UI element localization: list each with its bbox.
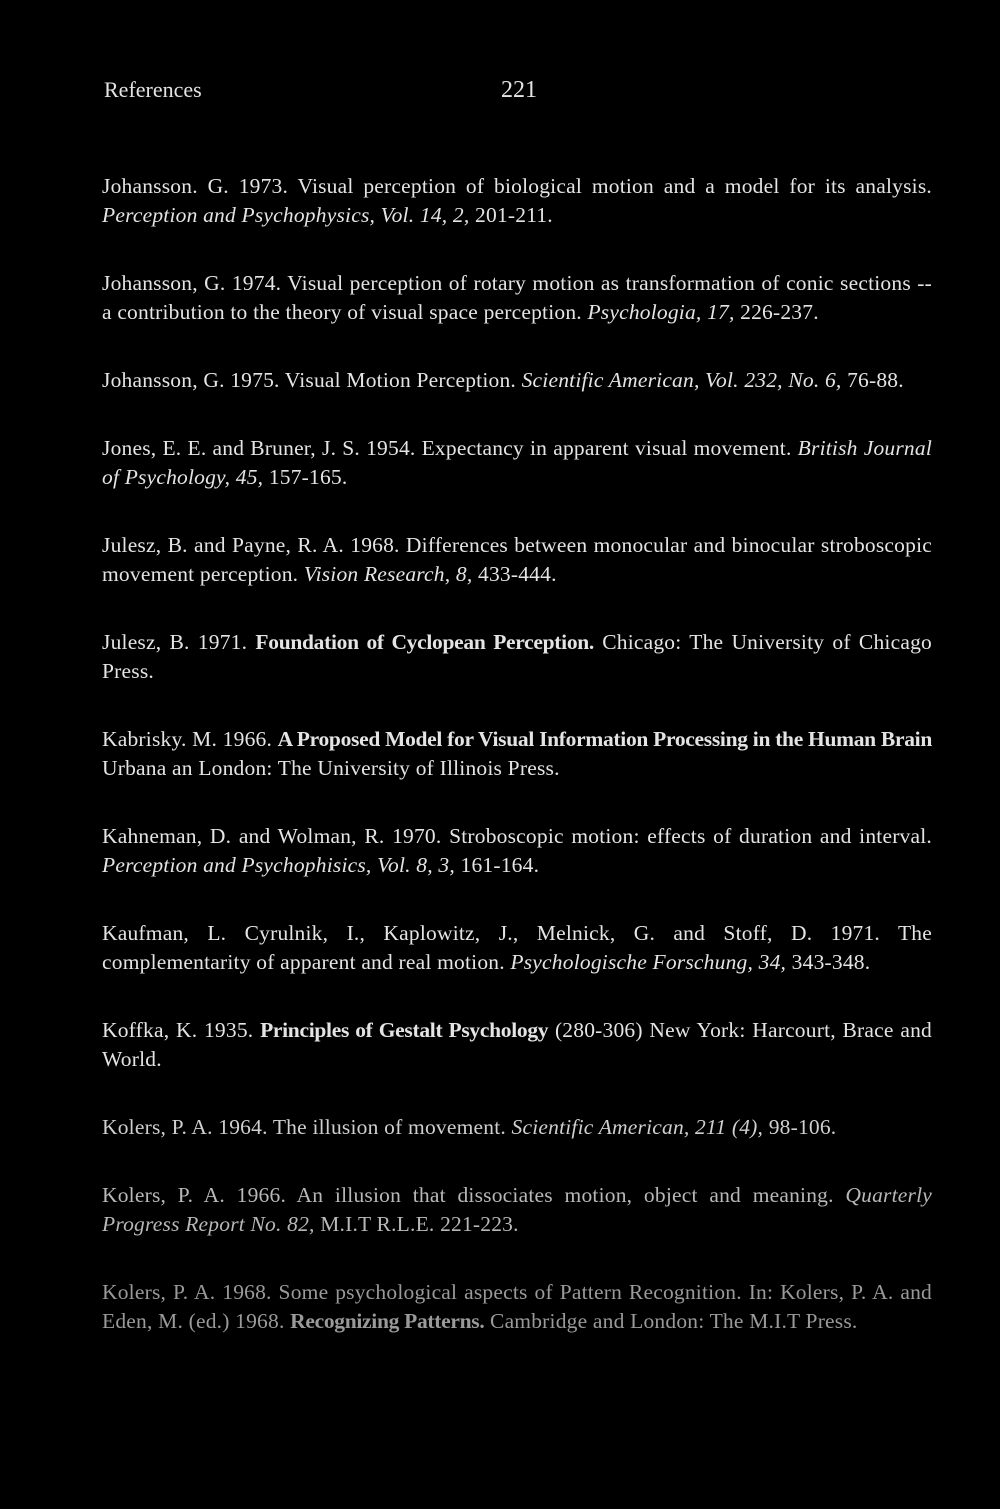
reference-entry — [102, 434, 932, 492]
reference-pages: M.I.T R.L.E. 221-223. — [314, 1212, 519, 1236]
reference-authors-title: Julesz, B. and Payne, R. A. 1968. Differences between monocular and binocular stroboscopic movement perception. — [102, 533, 932, 586]
reference-entry — [102, 1278, 932, 1336]
reference-entry — [102, 919, 932, 977]
reference-authors-year: Julesz, B. 1971. — [102, 630, 256, 654]
reference-source: Scientific American, 211 (4), — [511, 1115, 764, 1139]
reference-source: Scientific American, Vol. 232, No. 6, — [521, 368, 842, 392]
page-header — [104, 72, 544, 108]
reference-pages: 76-88. — [841, 368, 904, 392]
reference-authors-title: Johansson, G. 1974. Visual perception of rotary motion as transformation of conic sections -- a contribution to the theory of visual space perception. — [102, 271, 932, 324]
running-title: References — [104, 77, 202, 102]
reference-authors-year: Kolers, P. A. 1968. Some psychological aspects of Pattern Recognition. In: Kolers, P. A. and Eden, M. (ed.) 1968. — [102, 1280, 932, 1333]
reference-source: Psychologische Forschung, 34, — [510, 950, 787, 974]
reference-book-title: Foundation of Cyclopean Perception. — [255, 630, 594, 654]
reference-source: Perception and Psychophysics, Vol. 14, 2, — [102, 203, 470, 227]
reference-entry — [102, 172, 932, 230]
reference-book-title: A Proposed Model for Visual Information Processing in the Human Brain — [277, 727, 932, 751]
reference-authors-title: Johansson. G. 1973. Visual perception of biological motion and a model for its analysis. — [102, 174, 932, 198]
reference-pages: 433-444. — [472, 562, 557, 586]
reference-pages: 161-164. — [454, 853, 540, 877]
reference-pages: 226-237. — [734, 300, 819, 324]
reference-pages: 98-106. — [763, 1115, 837, 1139]
reference-authors-title: Jones, E. E. and Bruner, J. S. 1954. Expectancy in apparent visual movement. — [102, 436, 798, 460]
reference-source: Psychologia, 17, — [587, 300, 735, 324]
reference-authors-title: Kaufman, L. Cyrulnik, I., Kaplowitz, J., Melnick, G. and Stoff, D. 1971. The complementarity of apparent and real motion. — [102, 921, 932, 974]
reference-publisher: (280-306) New York: Harcourt, Brace and World. — [102, 1018, 932, 1071]
reference-authors-year: Koffka, K. 1935. — [102, 1018, 261, 1042]
reference-entry — [102, 628, 932, 686]
reference-entry — [102, 366, 932, 395]
reference-entry — [102, 725, 932, 783]
reference-book-title: Recognizing Patterns. — [290, 1309, 485, 1333]
reference-list — [102, 172, 932, 1336]
reference-source: Vision Research, 8, — [303, 562, 473, 586]
reference-pages: 201-211. — [469, 203, 553, 227]
reference-authors-title: Kolers, P. A. 1966. An illusion that dissociates motion, object and meaning. — [102, 1183, 846, 1207]
reference-authors-title: Kahneman, D. and Wolman, R. 1970. Stroboscopic motion: effects of duration and interval. — [102, 824, 932, 848]
reference-authors-year: Kabrisky. M. 1966. — [102, 727, 278, 751]
reference-pages: 157-165. — [263, 465, 348, 489]
reference-pages: 343-348. — [786, 950, 871, 974]
reference-publisher: Urbana an London: The University of Illinois Press. — [102, 756, 560, 780]
reference-entry — [102, 269, 932, 327]
reference-book-title: Principles of Gestalt Psychology — [260, 1018, 549, 1042]
reference-source: British Journal of Psychology, 45, — [102, 436, 933, 489]
reference-entry — [102, 531, 932, 589]
page-number: 221 — [501, 77, 537, 103]
reference-entry — [102, 822, 932, 880]
reference-entry — [102, 1113, 932, 1142]
reference-authors-title: Kolers, P. A. 1964. The illusion of movement. — [102, 1115, 512, 1139]
reference-publisher: Chicago: The University of Chicago Press. — [102, 630, 932, 683]
reference-authors-title: Johansson, G. 1975. Visual Motion Perception. — [102, 368, 522, 392]
reference-publisher: Cambridge and London: The M.I.T Press. — [484, 1309, 858, 1333]
reference-source: Quarterly Progress Report No. 82, — [102, 1183, 932, 1236]
reference-entry — [102, 1181, 932, 1239]
reference-entry — [102, 1016, 932, 1074]
reference-source: Perception and Psychophisics, Vol. 8, 3, — [102, 853, 455, 877]
